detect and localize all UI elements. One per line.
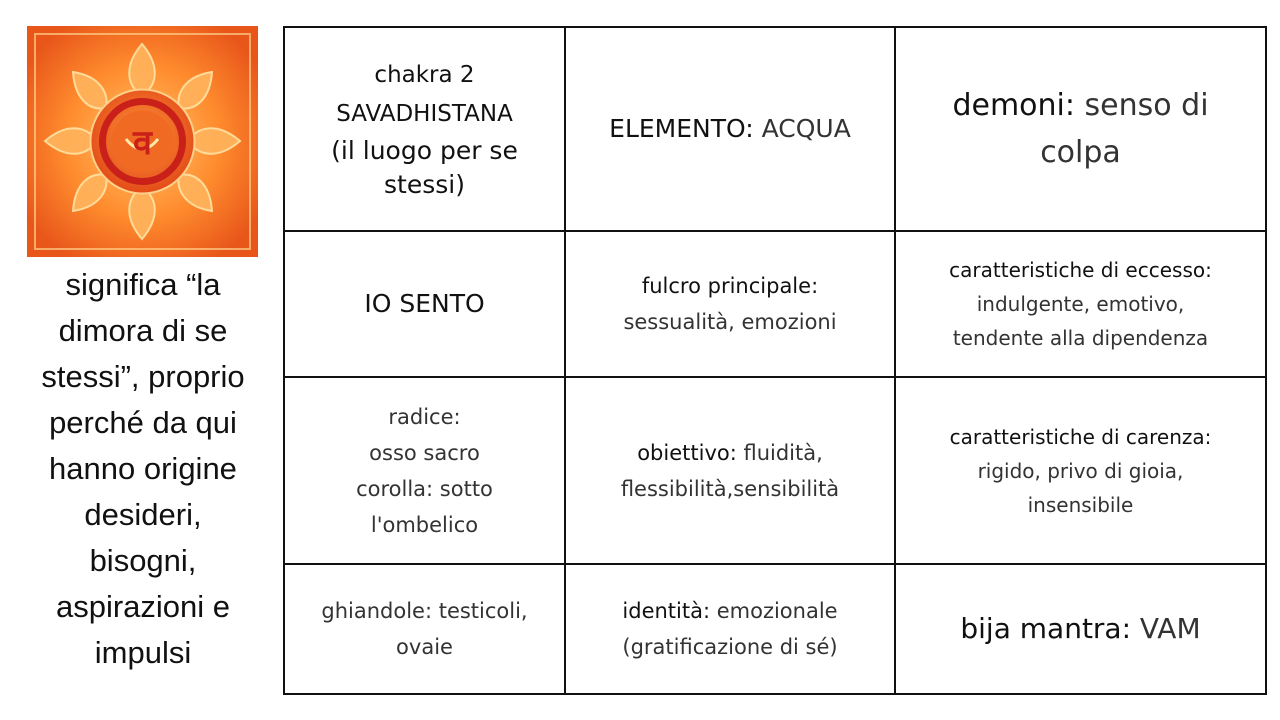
cell-line: chakra 2 [374, 62, 475, 88]
deficiency-traits-label: caratteristiche di carenza: [949, 424, 1212, 449]
table-row [284, 377, 1266, 564]
demons-label: demoni: [952, 88, 1075, 123]
demons-value: senso di [1075, 88, 1209, 123]
lotus-chakra-icon [27, 26, 258, 257]
excess-traits-value: indulgente, emotivo, [976, 292, 1185, 316]
demons-value-line2: colpa [1040, 135, 1121, 170]
cell-line: radice: [388, 404, 461, 429]
main-focus-value: sessualità, emozioni [623, 310, 837, 334]
main-focus-label: fulcro principale: [641, 274, 819, 298]
element-value: ACQUA [753, 114, 851, 143]
sacral-chakra-emblem [27, 26, 258, 257]
caption-line: bisogni, [89, 543, 197, 578]
caption-line: significa “la [65, 267, 221, 302]
cell-line: l'ombelico [370, 512, 479, 537]
goal-label: obiettivo: [637, 440, 737, 465]
goal-cell [565, 377, 895, 564]
caption-line: perché da qui [49, 405, 237, 440]
root-corolla-cell [284, 377, 565, 564]
goal-value-line2: flessibilità,sensibilità [620, 476, 840, 501]
caption-line: stessi”, proprio [41, 359, 245, 394]
deficiency-traits-value: rigido, privo di gioia, [977, 458, 1184, 483]
sanskrit-glyph: व [133, 123, 152, 163]
table-row [284, 27, 1266, 231]
caption-line: aspirazioni e [55, 589, 231, 624]
bija-mantra-cell [895, 564, 1266, 694]
cell-line: osso sacro [369, 440, 480, 465]
caption-line: impulsi [94, 635, 192, 670]
demons-cell [895, 27, 1266, 231]
io-sento-text: IO SENTO [364, 289, 485, 318]
cell-line: stessi) [384, 170, 465, 199]
chakra-name-cell [284, 27, 565, 231]
main-focus-cell [565, 231, 895, 377]
caption-text [10, 262, 276, 676]
excess-traits-label: caratteristiche di eccesso: [949, 258, 1212, 282]
glands-cell [284, 564, 565, 694]
caption-line: desideri, [84, 497, 202, 532]
goal-value: fluidità, [736, 440, 823, 465]
identity-value-line2: (gratificazione di sé) [622, 635, 838, 659]
deficiency-traits-cell [895, 377, 1266, 564]
table-row [284, 231, 1266, 377]
cell-line: SAVADHISTANA [336, 101, 513, 127]
identity-value: emozionale [710, 599, 838, 623]
element-label: ELEMENTO: [609, 114, 754, 143]
cell-line: corolla: sotto [356, 476, 493, 501]
identity-label: identità: [622, 599, 711, 623]
bija-mantra-value: VAM [1131, 612, 1201, 645]
caption-line: hanno origine [49, 451, 237, 486]
io-sento-cell [284, 231, 565, 377]
cell-line: ovaie [396, 635, 453, 659]
cell-line: (il luogo per se [331, 136, 518, 165]
element-cell [565, 27, 895, 231]
chakra-info-table [283, 26, 1267, 695]
cell-line: ghiandole: testicoli, [321, 599, 528, 623]
table-row [284, 564, 1266, 694]
excess-traits-cell [895, 231, 1266, 377]
deficiency-traits-value: insensibile [1027, 492, 1134, 517]
caption-line: dimora di se [58, 313, 228, 348]
excess-traits-value: tendente alla dipendenza [952, 326, 1209, 350]
bija-mantra-label: bija mantra: [960, 612, 1132, 645]
identity-cell [565, 564, 895, 694]
